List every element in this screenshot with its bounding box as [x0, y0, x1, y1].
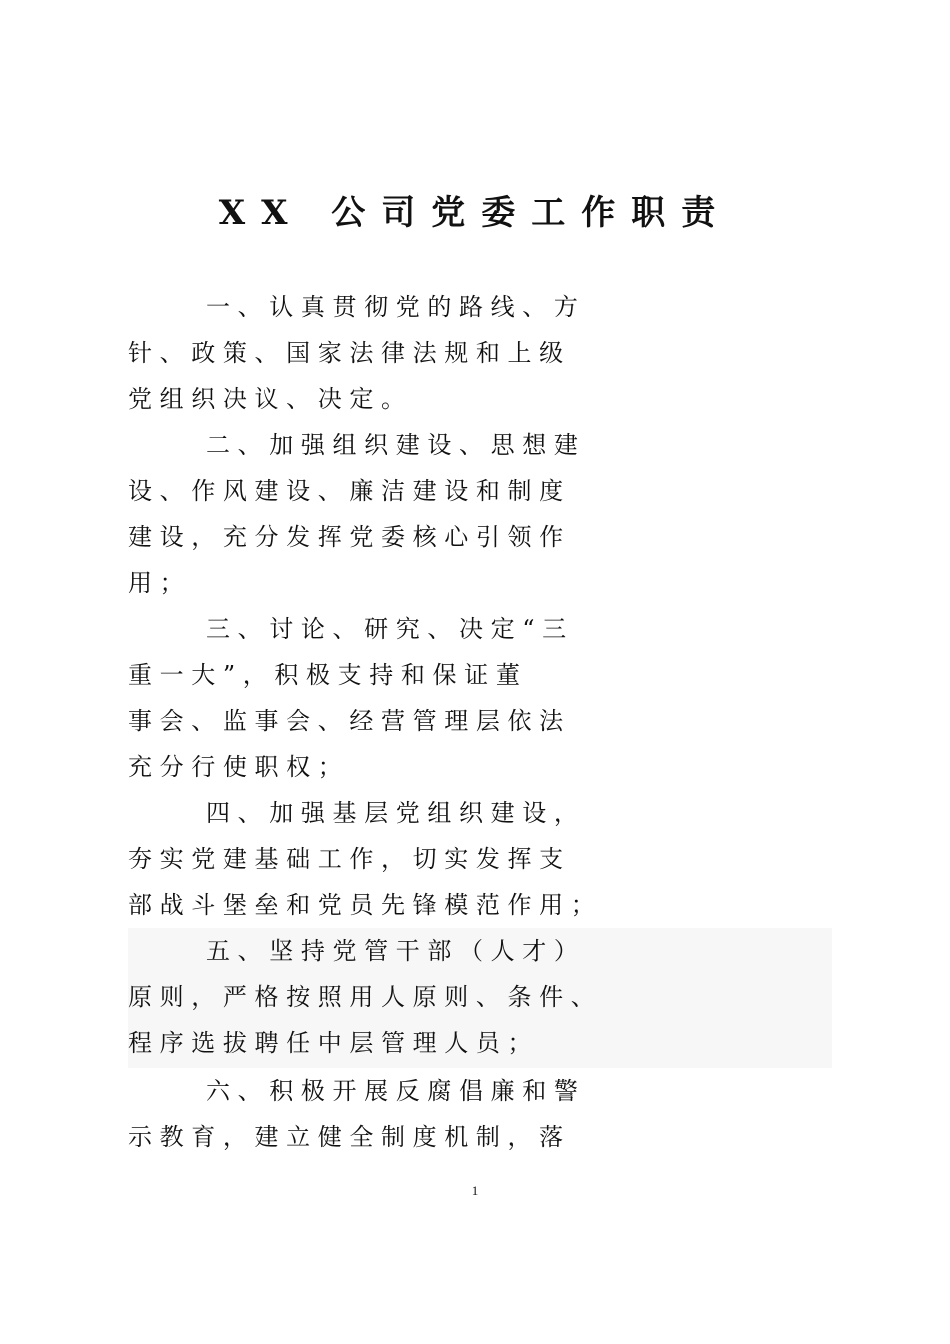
- paragraph-line: 原 则 ， 严 格 按 照 用 人 原 则 、 条 件 、: [128, 983, 595, 1011]
- document-title: XX 公司党委工作职责: [218, 193, 732, 233]
- paragraph-line: 用 ；: [128, 569, 184, 597]
- paragraph-line: 事 会 、 监 事 会 、 经 营 管 理 层 依 法: [128, 707, 564, 735]
- page-number: 1: [471, 1183, 479, 1198]
- paragraph-line: 五 、 坚 持 党 管 干 部 （ 人 才 ）: [206, 937, 578, 965]
- paragraph-line: 二 、 加 强 组 织 建 设 、 思 想 建: [206, 431, 578, 459]
- paragraph-line: 设 、 作 风 建 设 、 廉 洁 建 设 和 制 度: [128, 477, 564, 505]
- paragraph-line: 针 、 政 策 、 国 家 法 律 法 规 和 上 级: [128, 339, 564, 367]
- paragraph-line: 部 战 斗 堡 垒 和 党 员 先 锋 模 范 作 用 ；: [128, 891, 595, 919]
- paragraph-line: 党 组 织 决 议 、 决 定 。: [128, 385, 406, 413]
- paragraph-line: 示 教 育 ， 建 立 健 全 制 度 机 制 ， 落: [128, 1123, 564, 1151]
- paragraph-line: 程 序 选 拔 聘 任 中 层 管 理 人 员 ；: [128, 1029, 532, 1057]
- paragraph-line: 充 分 行 使 职 权 ；: [128, 753, 342, 781]
- paragraph-line: 六 、 积 极 开 展 反 腐 倡 廉 和 警: [206, 1077, 578, 1105]
- paragraph-line: 三 、 讨 论 、 研 究 、 决 定 “ 三: [206, 615, 567, 643]
- paragraph-line: 一 、 认 真 贯 彻 党 的 路 线 、 方: [206, 293, 578, 321]
- paragraph-line: 夯 实 党 建 基 础 工 作 ， 切 实 发 挥 支: [128, 845, 564, 873]
- paragraph-line: 四 、 加 强 基 层 党 组 织 建 设 ，: [206, 799, 578, 827]
- paragraph-line: 建 设 ， 充 分 发 挥 党 委 核 心 引 领 作: [128, 523, 564, 551]
- paragraph-line: 重 一 大 ” ， 积 极 支 持 和 保 证 董: [128, 661, 520, 689]
